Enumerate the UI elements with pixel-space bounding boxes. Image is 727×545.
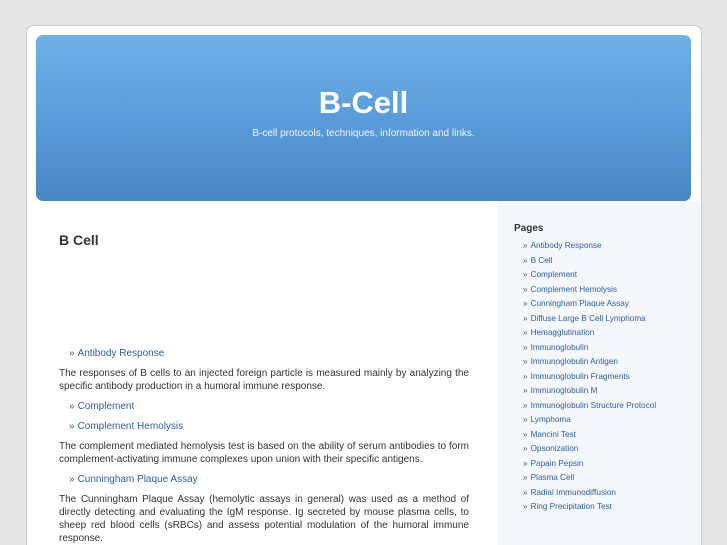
bullet-marker: » — [523, 328, 528, 337]
sidebar-link-b-cell[interactable]: B Cell — [530, 255, 553, 265]
sidebar-heading: Pages — [514, 223, 544, 234]
antibody-response-link[interactable]: Antibody Response — [77, 348, 165, 359]
bullet-marker: » — [523, 473, 528, 482]
bullet-marker: » — [523, 458, 528, 468]
site-header — [36, 35, 691, 201]
sidebar-item-lymphoma — [523, 413, 702, 428]
sidebar-item-diffuse-large-b-cell-lymphoma — [523, 312, 702, 327]
entry-link-complement — [69, 400, 469, 413]
sidebar-item-ring-precipitation-test — [523, 500, 702, 515]
sidebar-item-papain-pepsin — [523, 457, 702, 472]
sidebar — [497, 201, 702, 545]
sidebar-link-radial-immunodiffusion[interactable]: Radial Immunodiffusion — [530, 487, 616, 497]
sidebar-link-diffuse-large-b-cell-lymphoma[interactable]: Diffuse Large B Cell Lymphoma — [530, 313, 646, 323]
sidebar-link-immunoglobulin-antigen[interactable]: Immunoglobulin Antigen — [530, 357, 618, 366]
sidebar-item-antibody-response — [523, 239, 702, 254]
bullet-marker: » — [69, 474, 75, 485]
sidebar-link-papain-pepsin[interactable]: Papain Pepsin — [530, 458, 584, 468]
main-content — [59, 214, 469, 545]
pages-list — [523, 239, 702, 515]
antibody-response-text: The responses of B cells to an injected foreign particle is measured mainly by analyzing the specific antibody production in a humoral immune response. — [59, 368, 469, 392]
bullet-marker: » — [523, 371, 528, 381]
bullet-marker: » — [523, 299, 528, 308]
sidebar-item-hemagglutination — [523, 326, 702, 341]
cunningham-plaque-assay-link[interactable]: Cunningham Plaque Assay — [77, 474, 198, 485]
bullet-marker: » — [523, 255, 528, 265]
entry-link-antibody-response — [69, 347, 469, 360]
bullet-marker: » — [523, 241, 528, 250]
bullet-marker: » — [523, 429, 528, 439]
site-description: B-cell protocols, techniques, information and links. — [252, 128, 475, 139]
bullet-marker: » — [523, 284, 528, 294]
sidebar-link-immunoglobulin-structure-protocol[interactable]: Immunoglobulin Structure Protocol — [530, 400, 657, 410]
sidebar-link-antibody-response[interactable]: Antibody Response — [530, 241, 602, 250]
bullet-marker: » — [523, 400, 528, 410]
complement-hemolysis-link[interactable]: Complement Hemolysis — [77, 421, 184, 432]
sidebar-link-lymphoma[interactable]: Lymphoma — [530, 415, 571, 424]
sidebar-item-immunoglobulin-fragments — [523, 370, 702, 385]
sidebar-item-radial-immunodiffusion — [523, 486, 702, 501]
sidebar-link-complement[interactable]: Complement — [530, 270, 577, 279]
sidebar-item-immunoglobulin-structure-protocol — [523, 399, 702, 414]
sidebar-link-cunningham-plaque-assay[interactable]: Cunningham Plaque Assay — [530, 299, 629, 308]
cunningham-plaque-assay-text: The Cunningham Plaque Assay (hemolytic assays in general) was used as a method of directly detecting and evaluating the IgM response. Ig secreted by mouse plasma cells, to sheep red blood cells (sRBCs) and assess potential modulation of the humoral immune response. — [59, 494, 469, 544]
sidebar-link-opsonization[interactable]: Opsonization — [530, 444, 579, 453]
site-title-link[interactable]: B-Cell — [318, 85, 409, 120]
complement-link[interactable]: Complement — [77, 401, 135, 412]
page-container — [26, 25, 702, 545]
bullet-marker: » — [69, 348, 75, 359]
sidebar-item-opsonization — [523, 442, 702, 457]
sidebar-item-mancini-test — [523, 428, 702, 443]
bullet-marker: » — [523, 313, 528, 323]
page-title: B Cell — [59, 232, 99, 248]
sidebar-item-immunoglobulin-antigen — [523, 355, 702, 370]
bullet-marker: » — [523, 342, 528, 352]
content-spacer — [59, 248, 469, 340]
sidebar-item-immunoglobulin-m — [523, 384, 702, 399]
bullet-marker: » — [523, 487, 528, 497]
bullet-marker: » — [523, 386, 528, 395]
sidebar-link-immunoglobulin-fragments[interactable]: Immunoglobulin Fragments — [530, 371, 630, 381]
sidebar-link-immunoglobulin-m[interactable]: Immunoglobulin M — [530, 386, 598, 395]
bullet-marker: » — [523, 357, 528, 366]
sidebar-item-complement — [523, 268, 702, 283]
sidebar-link-complement-hemolysis[interactable]: Complement Hemolysis — [530, 284, 618, 294]
sidebar-item-b-cell — [523, 254, 702, 269]
bullet-marker: » — [69, 401, 75, 412]
sidebar-link-plasma-cell[interactable]: Plasma Cell — [530, 473, 575, 482]
bullet-marker: » — [523, 270, 528, 279]
complement-hemolysis-text: The complement mediated hemolysis test is based on the ability of serum antibodies to form complement-activating immune complexes upon union with their specific antigens. — [59, 441, 469, 465]
sidebar-item-plasma-cell — [523, 471, 702, 486]
sidebar-link-hemagglutination[interactable]: Hemagglutination — [530, 328, 595, 337]
bullet-marker: » — [523, 444, 528, 453]
bullet-marker: » — [523, 415, 528, 424]
entry-link-complement-hemolysis — [69, 420, 469, 433]
sidebar-link-immunoglobulin[interactable]: Immunoglobulin — [530, 342, 589, 352]
sidebar-item-cunningham-plaque-assay — [523, 297, 702, 312]
bullet-marker: » — [523, 502, 528, 511]
entry-link-cunningham-plaque-assay — [69, 473, 469, 486]
bullet-marker: » — [69, 421, 75, 432]
sidebar-item-immunoglobulin — [523, 341, 702, 356]
sidebar-link-ring-precipitation-test[interactable]: Ring Precipitation Test — [530, 502, 612, 511]
sidebar-link-mancini-test[interactable]: Mancini Test — [530, 429, 576, 439]
sidebar-item-complement-hemolysis — [523, 283, 702, 298]
